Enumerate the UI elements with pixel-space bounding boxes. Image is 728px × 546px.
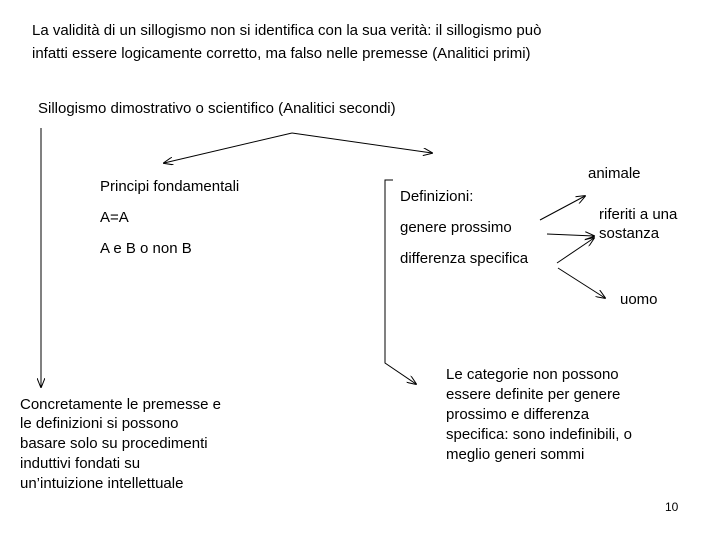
categories-line-3: prossimo e differenza [446,406,590,423]
principle-excluded-middle: A e B o non B [100,240,192,257]
definitions-genus: genere prossimo [400,219,512,236]
intro-line-1: La validità di un sillogismo non si identifica con la sua verità: il sillogismo può [32,22,542,39]
outcome-referred-line-2: sostanza [599,225,660,242]
definitions-heading: Definizioni: [400,188,474,205]
principles-heading: Principi fondamentali [100,178,240,195]
categories-line-4: specifica: sono indefinibili, o [446,426,632,443]
arrow-to-definitions [292,133,432,153]
concrete-line-1: Concretamente le premesse e [20,396,221,413]
concrete-line-2: le definizioni si possono [20,415,179,432]
principle-identity: A=A [100,209,129,226]
arrow-to-sostanza [547,234,594,236]
outcome-referred-line-1: riferiti a una [599,206,678,223]
categories-line-1: Le categorie non possono [446,366,619,383]
arrow-to-uomo [558,268,605,298]
page-number: 10 [665,500,679,514]
arrow-to-sostanza-2 [557,238,594,263]
categories-line-2: essere definite per genere [446,386,621,403]
categories-line-5: meglio generi sommi [446,446,585,463]
intro-line-2: infatti essere logicamente corretto, ma falso nelle premesse (Analitici primi) [32,45,531,62]
arrow-to-animale [540,196,585,220]
concrete-line-5: un’intuizione intellettuale [20,475,184,492]
definitions-difference: differenza specifica [400,250,529,267]
arrow-to-principles [164,133,292,163]
concrete-line-3: basare solo su procedimenti [20,435,208,452]
outcome-animal: animale [588,165,641,182]
arrow-to-categories [385,180,416,384]
subtitle: Sillogismo dimostrativo o scientifico (Analitici secondi) [38,100,396,117]
outcome-man: uomo [620,291,658,308]
concrete-line-4: induttivi fondati su [20,455,141,472]
